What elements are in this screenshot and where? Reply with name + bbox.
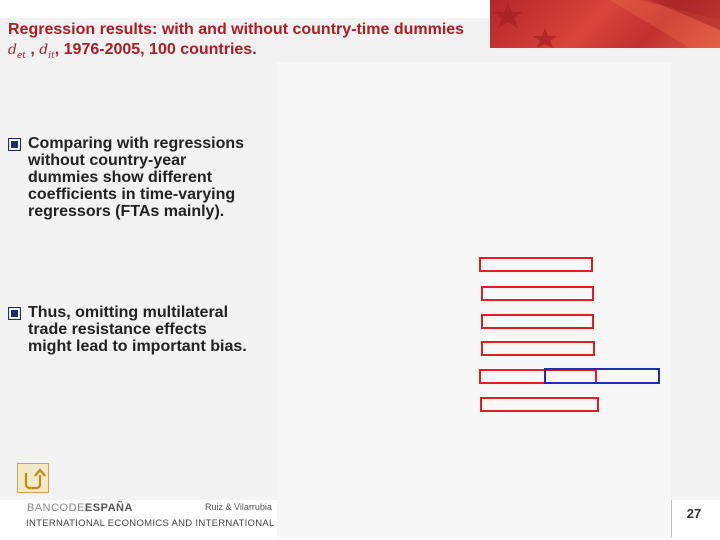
highlight-box-red [479,257,593,272]
footer-divider [671,500,672,538]
bullet-text: Thus, omitting multilateral trade resistance effects might lead to important bias. [28,304,247,355]
title-rest: , 1976-2005, 100 countries. [54,41,257,58]
footer-subtitle: INTERNATIONAL ECONOMICS AND INTERNATIONAL [26,518,275,529]
highlight-box-red [481,286,594,301]
highlight-box-red [480,397,599,412]
title-separator: , [30,41,35,58]
slide-title [8,20,478,66]
checkbox-bullet-icon [8,138,21,151]
footer-author: Ruiz & Vilarrubia [205,502,272,512]
return-button[interactable] [17,463,49,493]
page-number: 27 [686,506,702,521]
highlight-box-red [481,341,595,356]
title-variable-det: $d_{et}$ [8,42,26,61]
bullet-comparing [8,135,248,220]
highlight-box-blue [544,368,660,384]
highlight-box-red [481,314,594,329]
title-main: Regression results: with and without country-time dummies [8,21,465,38]
bullet-text: Comparing with regressions without country-year dummies show different coefficients in time-varying regressors (FTAs mainly). [28,135,245,220]
regression-table-image [277,62,671,538]
title-variable-dit: $d_{it}$ [39,42,55,61]
return-arrow-icon [18,464,48,492]
footer-logo: BANCODEESPAÑA [27,502,133,514]
flag-decoration [490,0,720,48]
bullet-omitting [8,304,248,355]
checkbox-bullet-icon [8,307,21,320]
